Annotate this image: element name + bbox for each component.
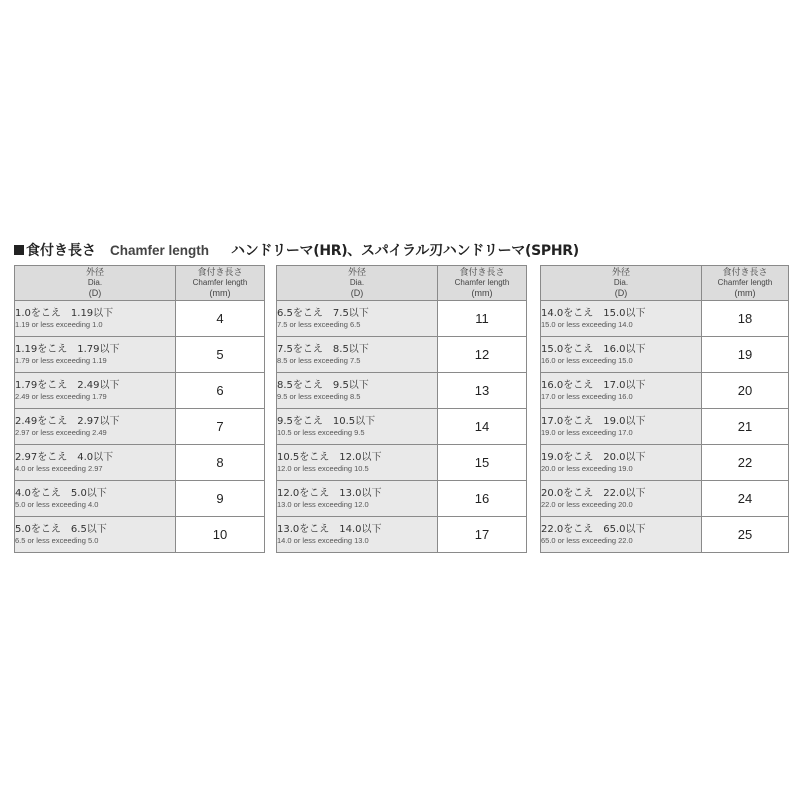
square-bullet-icon (14, 245, 24, 255)
chamfer-length-cell: 24 (702, 481, 789, 517)
diameter-range-cell: 2.49をこえ 2.97以下 2.97 or less exceeding 2.49 (15, 409, 176, 445)
diameter-range-cell: 1.19をこえ 1.79以下 1.79 or less exceeding 1.19 (15, 337, 176, 373)
chamfer-length-cell: 5 (176, 337, 265, 373)
diameter-range-cell: 17.0をこえ 19.0以下 19.0 or less exceeding 17.0 (541, 409, 702, 445)
chamfer-length-cell: 9 (176, 481, 265, 517)
diameter-range-cell: 7.5をこえ 8.5以下 8.5 or less exceeding 7.5 (277, 337, 438, 373)
diameter-range-cell: 5.0をこえ 6.5以下 6.5 or less exceeding 5.0 (15, 517, 176, 553)
diameter-range-cell: 15.0をこえ 16.0以下 16.0 or less exceeding 15.0 (541, 337, 702, 373)
table-row (541, 517, 789, 553)
diameter-range-cell: 14.0をこえ 15.0以下 15.0 or less exceeding 14.0 (541, 301, 702, 337)
header-diameter: 外径 Dia. (D) (15, 266, 176, 301)
chamfer-length-cell: 15 (438, 445, 527, 481)
table-header-row (541, 266, 789, 301)
chamfer-length-cell: 8 (176, 445, 265, 481)
header-diameter: 外径 Dia. (D) (277, 266, 438, 301)
header-chamfer-length: 食付き長さ Chamfer length (mm) (702, 266, 789, 301)
chamfer-length-cell: 7 (176, 409, 265, 445)
diameter-range-cell: 4.0をこえ 5.0以下 5.0 or less exceeding 4.0 (15, 481, 176, 517)
table-row (277, 481, 527, 517)
table-row (15, 409, 265, 445)
table-row (541, 409, 789, 445)
table-row (15, 517, 265, 553)
diameter-range-cell: 16.0をこえ 17.0以下 17.0 or less exceeding 16.0 (541, 373, 702, 409)
section-heading (14, 240, 794, 260)
table-row (277, 517, 527, 553)
chamfer-table-1 (14, 265, 265, 553)
table-row (277, 301, 527, 337)
diameter-range-cell: 9.5をこえ 10.5以下 10.5 or less exceeding 9.5 (277, 409, 438, 445)
header-diameter: 外径 Dia. (D) (541, 266, 702, 301)
header-chamfer-length: 食付き長さ Chamfer length (mm) (438, 266, 527, 301)
diameter-range-cell: 22.0をこえ 65.0以下 65.0 or less exceeding 22.0 (541, 517, 702, 553)
diameter-range-cell: 12.0をこえ 13.0以下 13.0 or less exceeding 12.0 (277, 481, 438, 517)
diameter-range-cell: 2.97をこえ 4.0以下 4.0 or less exceeding 2.97 (15, 445, 176, 481)
heading-product-name: ハンドリーマ(HR)、スパイラル刃ハンドリーマ(SPHR) (231, 243, 579, 259)
chamfer-length-cell: 20 (702, 373, 789, 409)
chamfer-length-cell: 21 (702, 409, 789, 445)
table-row (541, 445, 789, 481)
chamfer-length-cell: 4 (176, 301, 265, 337)
table-row (15, 301, 265, 337)
chamfer-length-cell: 17 (438, 517, 527, 553)
table-row (277, 337, 527, 373)
table-row (541, 481, 789, 517)
diameter-range-cell: 6.5をこえ 7.5以下 7.5 or less exceeding 6.5 (277, 301, 438, 337)
table-row (277, 445, 527, 481)
chamfer-length-cell: 6 (176, 373, 265, 409)
header-chamfer-length: 食付き長さ Chamfer length (mm) (176, 266, 265, 301)
diameter-range-cell: 8.5をこえ 9.5以下 9.5 or less exceeding 8.5 (277, 373, 438, 409)
chamfer-length-cell: 13 (438, 373, 527, 409)
chamfer-table-2 (276, 265, 527, 553)
diameter-range-cell: 13.0をこえ 14.0以下 14.0 or less exceeding 13.0 (277, 517, 438, 553)
chamfer-table-3 (540, 265, 789, 553)
chamfer-length-cell: 11 (438, 301, 527, 337)
heading-title-en: Chamfer length (110, 242, 210, 258)
chamfer-length-cell: 22 (702, 445, 789, 481)
heading-title-jp: 食付き長さ (26, 243, 96, 259)
table-header-row (277, 266, 527, 301)
diameter-range-cell: 20.0をこえ 22.0以下 22.0 or less exceeding 20.0 (541, 481, 702, 517)
chamfer-length-cell: 14 (438, 409, 527, 445)
table-row (15, 445, 265, 481)
table-row (15, 337, 265, 373)
diameter-range-cell: 1.79をこえ 2.49以下 2.49 or less exceeding 1.79 (15, 373, 176, 409)
chamfer-length-cell: 10 (176, 517, 265, 553)
chamfer-length-cell: 18 (702, 301, 789, 337)
diameter-range-cell: 19.0をこえ 20.0以下 20.0 or less exceeding 19.0 (541, 445, 702, 481)
chamfer-length-cell: 16 (438, 481, 527, 517)
chamfer-length-cell: 19 (702, 337, 789, 373)
table-row (15, 373, 265, 409)
diameter-range-cell: 1.0をこえ 1.19以下 1.19 or less exceeding 1.0 (15, 301, 176, 337)
table-row (277, 373, 527, 409)
table-row (541, 301, 789, 337)
table-row (277, 409, 527, 445)
diameter-range-cell: 10.5をこえ 12.0以下 12.0 or less exceeding 10.5 (277, 445, 438, 481)
table-row (541, 373, 789, 409)
chamfer-length-cell: 25 (702, 517, 789, 553)
table-row (541, 337, 789, 373)
chamfer-length-cell: 12 (438, 337, 527, 373)
table-header-row (15, 266, 265, 301)
table-row (15, 481, 265, 517)
